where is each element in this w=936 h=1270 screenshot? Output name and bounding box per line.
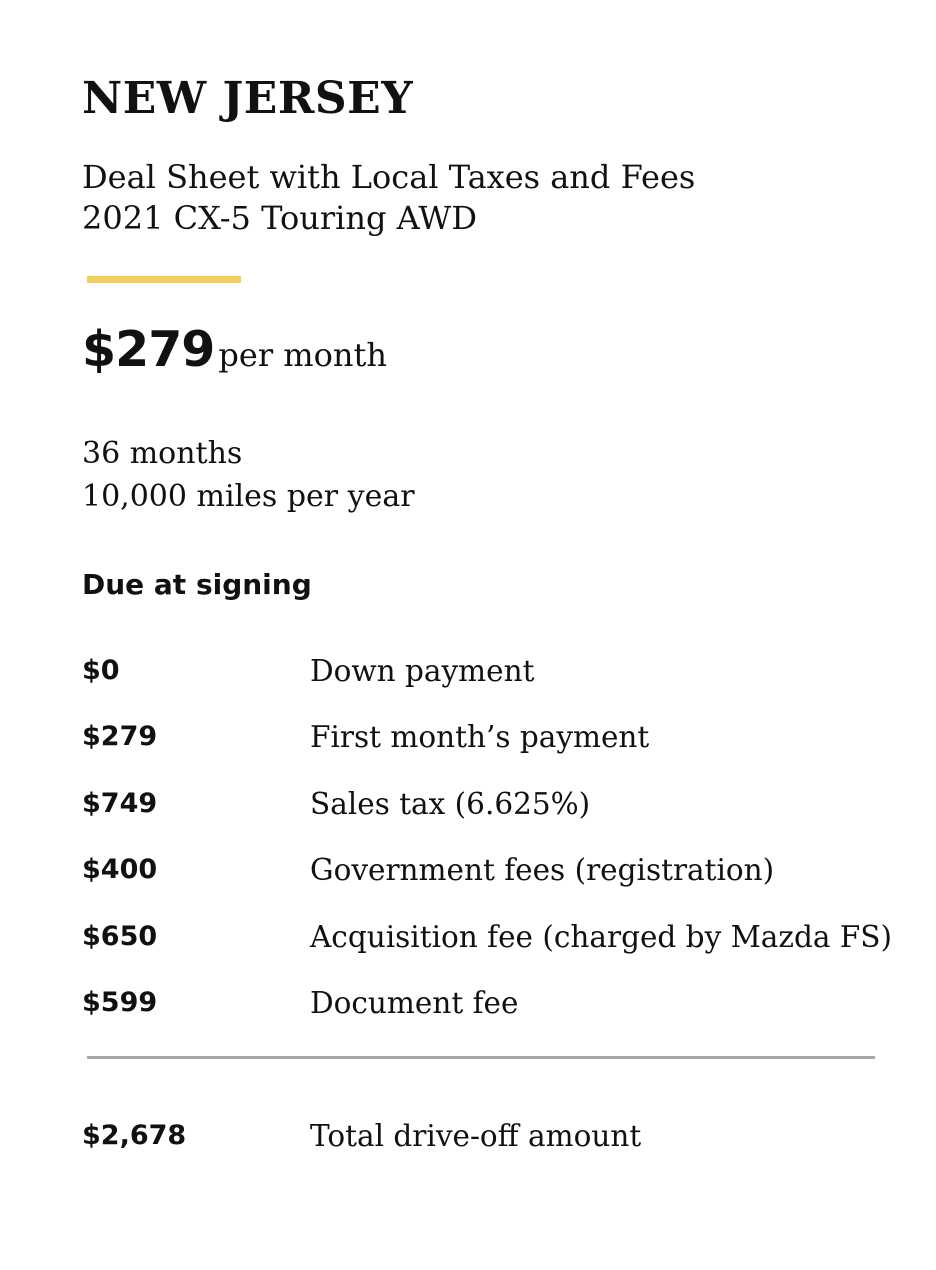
lease-terms — [82, 432, 415, 518]
total-divider — [87, 1056, 875, 1059]
due-at-signing-heading: Due at signing — [82, 568, 312, 601]
fee-amount: $650 — [82, 920, 158, 952]
deal-sheet-title: Deal Sheet with Local Taxes and Fees — [82, 158, 696, 196]
monthly-payment-unit: per month — [218, 336, 387, 374]
lease-duration: 36 months — [82, 436, 243, 471]
fee-row-first-month — [82, 717, 902, 783]
fee-description: Down payment — [310, 654, 535, 688]
fee-row-government-fees — [82, 850, 902, 916]
fee-amount: $279 — [82, 721, 158, 753]
total-amount: $2,678 — [82, 1120, 187, 1151]
accent-bar — [87, 276, 241, 283]
lease-mileage: 10,000 miles per year — [82, 479, 415, 514]
fee-row-document-fee — [82, 983, 902, 1049]
fee-amount: $599 — [82, 986, 158, 1018]
fee-row-down-payment — [82, 651, 902, 717]
fee-amount: $400 — [82, 854, 158, 886]
monthly-payment-amount: $279 — [82, 321, 215, 378]
vehicle-model: 2021 CX-5 Touring AWD — [82, 199, 477, 237]
monthly-payment — [82, 318, 387, 393]
fee-amount: $0 — [82, 655, 120, 686]
fee-description: First month’s payment — [310, 720, 650, 755]
due-at-signing-list — [82, 651, 902, 1049]
fee-description: Government fees (registration) — [310, 853, 775, 888]
fee-row-sales-tax — [82, 784, 902, 850]
total-row — [82, 1116, 902, 1158]
fee-description: Document fee — [310, 985, 519, 1020]
fee-description: Sales tax (6.625%) — [310, 786, 591, 821]
page-title: NEW JERSEY — [82, 73, 414, 124]
fee-description: Acquisition fee (charged by Mazda FS) — [310, 919, 892, 954]
deal-subtitle — [82, 157, 695, 239]
fee-row-acquisition-fee — [82, 917, 902, 983]
total-description: Total drive-off amount — [310, 1119, 642, 1153]
fee-amount: $749 — [82, 787, 158, 819]
